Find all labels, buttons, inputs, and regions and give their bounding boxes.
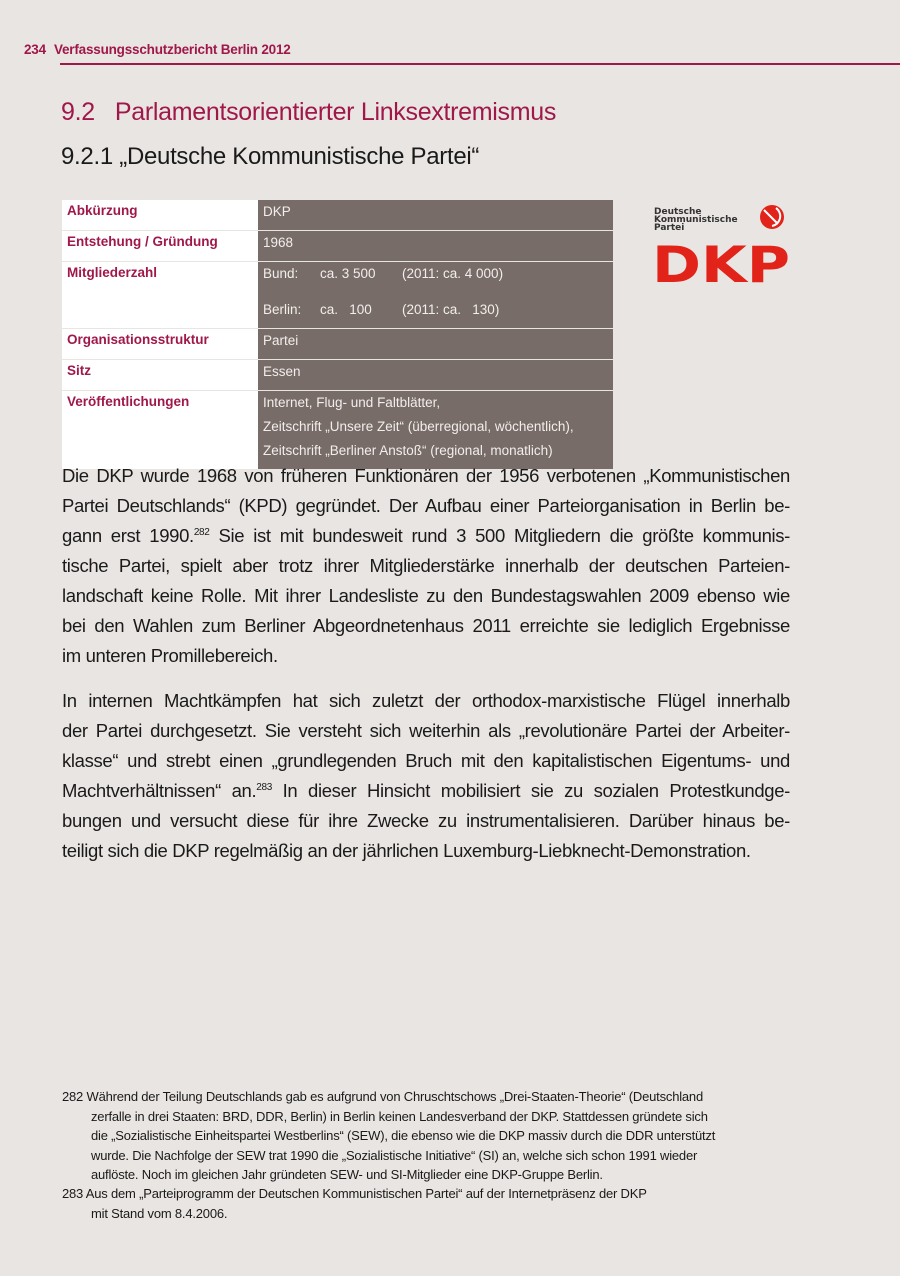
row-value: [258, 262, 613, 329]
page-number: 234: [24, 42, 46, 57]
footnote-283: [62, 1184, 782, 1223]
running-header: [24, 42, 291, 57]
value-line: DKP: [263, 204, 291, 219]
text-line: mit Stand vom 8.4.2006.: [91, 1205, 228, 1221]
text-line: zerfalle in drei Staaten: BRD, DDR, Berlin) in Berlin keinen Landesverband der DKP. Stattdessen gründete sich: [91, 1108, 708, 1124]
text-line: bei den Wahlen zum Berliner Abgeordnetenhaus 2011 erreichte sie lediglich Ergebnisse: [62, 615, 790, 636]
fact-table: [62, 200, 613, 470]
dkp-logo: [652, 200, 792, 284]
text-line: Partei Deutschlands“ (KPD) gegründet. Der Aufbau einer Parteiorganisation in Berlin be-: [62, 495, 790, 516]
text-line: Die DKP wurde 1968 von früheren Funktionären der 1956 verbotenen „Kommunistischen: [62, 465, 790, 486]
row-label: Abkürzung: [62, 200, 258, 231]
table-row: [62, 360, 613, 391]
table-row: [62, 391, 613, 470]
text-line: teiligt sich die DKP regelmäßig an der jährlichen Luxemburg-Liebknecht-Demonstration.: [62, 840, 751, 861]
text-line: auflöste. Noch im gleichen Jahr gründeten SEW- und SI-Mitglieder eine DKP-Gruppe Berlin.: [91, 1167, 603, 1182]
member-label: Berlin:: [263, 302, 302, 317]
footnote-282: [62, 1087, 782, 1185]
section-heading: 9.2 Parlamentsorientierter Linksextremismus: [61, 98, 557, 126]
member-line: [263, 301, 608, 325]
member-label: Bund:: [263, 266, 299, 281]
member-line: [263, 265, 608, 289]
text-line: 283 Aus dem „Parteiprogramm der Deutschen Kommunistischen Partei“ auf der Internetpräsenz der DKP: [62, 1186, 647, 1201]
paragraph-2: [62, 686, 790, 866]
value-line: Partei: [263, 333, 299, 348]
table-row: [62, 200, 613, 231]
svg-text:Deutsche: Deutsche: [654, 207, 702, 217]
header-rule: [60, 63, 900, 65]
row-value: [258, 231, 613, 262]
svg-text:Partei: Partei: [654, 223, 685, 233]
table-row: [62, 329, 613, 360]
row-label: Sitz: [62, 360, 258, 391]
subsection-heading: 9.2.1 „Deutsche Kommunistische Partei“: [61, 143, 480, 170]
text-line: wurde. Die Nachfolge der SEW trat 1990 die „Sozialistische Initiative“ (SI) an, welche sich schon 1991 wieder: [91, 1147, 698, 1163]
row-label: Organisationsstruktur: [62, 329, 258, 360]
member-previous: (2011: ca. 4 000): [402, 266, 504, 281]
footnote-ref: 282: [193, 526, 210, 538]
text-line: der Partei durchgesetzt. Sie versteht sich weiterhin als „revolutionäre Partei der Arbeiter-: [62, 720, 790, 741]
header-title: Verfassungsschutzbericht Berlin 2012: [53, 42, 291, 57]
footnote-ref: 283: [256, 781, 272, 793]
text-line: im unteren Promillebereich.: [62, 645, 278, 666]
member-count: ca. 100: [320, 302, 372, 317]
text-line: tische Partei, spielt aber trotz ihrer Mitgliederstärke innerhalb der deutschen Parteien-: [62, 555, 790, 576]
svg-text:Kommunistische: Kommunistische: [654, 215, 738, 225]
text-line: In internen Machtkämpfen hat sich zuletzt der orthodox-marxistische Flügel innerhalb: [62, 690, 790, 711]
row-label: Entstehung / Gründung: [62, 231, 258, 262]
text-line: bungen und versucht diese für ihre Zwecke zu instrumentalisieren. Darüber hinaus be-: [62, 810, 790, 831]
paragraph-1: [62, 461, 790, 671]
row-value: [258, 200, 613, 231]
row-label: Mitgliederzahl: [62, 262, 258, 329]
text-line: 282 Während der Teilung Deutschlands gab es aufgrund von Chruschtschows „Drei-Staaten-Theorie“ (Deutschland: [62, 1089, 703, 1104]
row-value: [258, 360, 613, 391]
row-value: [258, 329, 613, 360]
value-line: Zeitschrift „Berliner Anstoß“ (regional, monatlich): [263, 443, 553, 458]
text-line: landschaft keine Rolle. Mit ihrer Landesliste zu den Bundestagswahlen 2009 ebenso wie: [62, 585, 790, 606]
text-line: die „Sozialistische Einheitspartei Westberlins“ (SEW), die ebenso wie die DKP massiv durch die DDR unterstützt: [91, 1128, 716, 1143]
member-count: ca. 3 500: [320, 266, 376, 281]
text-line: klasse“ und strebt einen „grundlegenden Bruch mit den kapitalistischen Eigentums- und: [62, 750, 790, 771]
row-label: Veröffentlichungen: [62, 391, 258, 470]
svg-text:DKP: DKP: [652, 236, 790, 284]
value-line: Zeitschrift „Unsere Zeit“ (überregional, wöchentlich),: [263, 419, 574, 434]
text-line: gann erst 1990.$^{282}$ Sie ist mit bundesweit rund 3 500 Mitgliedern die größte kommunis-: [62, 525, 790, 546]
value-line: Essen: [263, 364, 301, 379]
row-value: [258, 391, 613, 470]
value-line: Internet, Flug- und Faltblätter,: [263, 395, 441, 410]
table-row: [62, 231, 613, 262]
value-line: 1968: [263, 235, 294, 250]
text-line: Machtverhältnissen“ an.$^{283}$ In dieser Hinsicht mobilisiert sie zu sozialen Protestkundge-: [62, 780, 790, 801]
member-previous: (2011: ca. 130): [402, 302, 500, 317]
table-row: [62, 262, 613, 329]
